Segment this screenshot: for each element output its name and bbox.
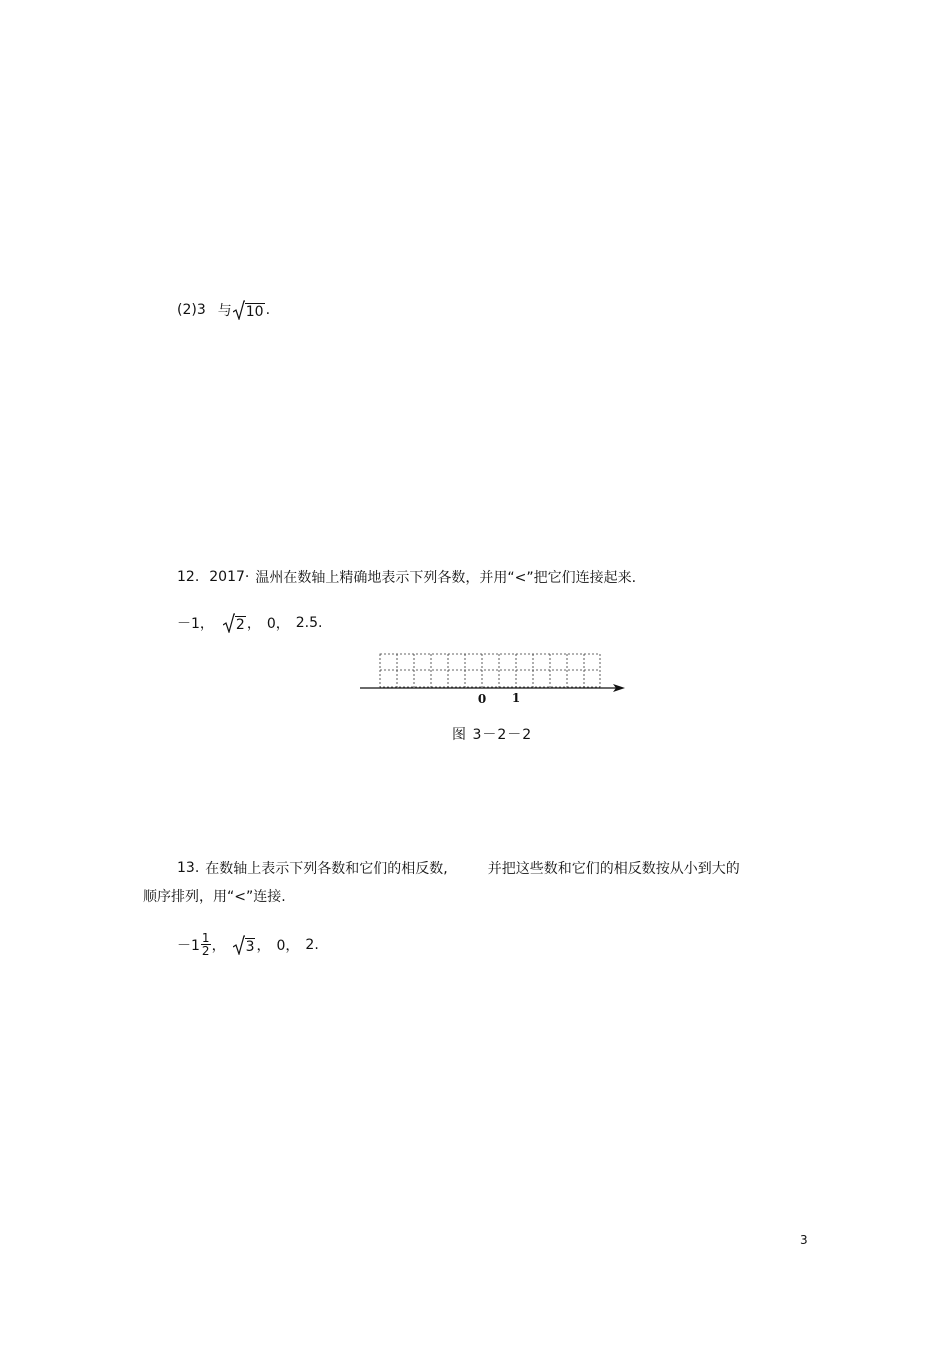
problem-text-part-2: 并把这些数和它们的相反数按从小到大的 [487, 861, 740, 877]
square-root-10 [233, 300, 265, 320]
number-zero: 0， [276, 937, 300, 954]
number-two: 2. [305, 936, 319, 953]
axis-label-zero: 0 [477, 692, 487, 706]
problem-13-numbers [177, 932, 319, 957]
radicand: 10 [245, 304, 264, 320]
number-zero: 0， [266, 616, 290, 632]
problem-number: 12. [177, 569, 200, 585]
radicand: 2 [235, 617, 245, 633]
problem-text-part-1: 在数轴上表示下列各数和它们的相反数, [205, 861, 448, 877]
problem-11-part-2 [177, 300, 270, 320]
figure-caption: 图 3－2－2 [452, 727, 533, 743]
number-neg-one: －1， [177, 616, 214, 632]
page-number: 3 [800, 1233, 808, 1247]
square-root-3 [233, 935, 256, 955]
separator: ， [256, 937, 271, 954]
problem-number: 13. [177, 860, 200, 876]
dashed-grid [380, 654, 600, 687]
mixed-number-whole: －1 [177, 937, 200, 954]
radicand: 3 [245, 938, 255, 955]
problem-text: 温州在数轴上精确地表示下列各数，并用“<”把它们连接起来. [255, 570, 637, 586]
axis-label-one: 1 [511, 691, 521, 705]
number-two-point-five: 2.5. [295, 615, 323, 631]
radical-sign-icon [223, 613, 235, 633]
problem-13-statement-line-2: 顺序排列，用“<”连接. [143, 889, 286, 905]
radical-sign-icon [233, 300, 245, 320]
radical-sign-icon [233, 935, 245, 955]
fraction-one-half [201, 932, 211, 957]
number-line-figure [355, 650, 630, 710]
square-root-2 [223, 613, 246, 633]
problem-13-statement [177, 858, 740, 878]
denominator: 2 [201, 944, 210, 958]
part-label: (2)3 [177, 302, 206, 318]
numerator: 1 [201, 931, 210, 945]
problem-12-numbers [177, 613, 322, 633]
problem-source: 2017· [209, 569, 250, 585]
separator: ， [246, 616, 261, 632]
connector-text: 与 [217, 303, 232, 319]
separator: ， [211, 937, 226, 954]
period: . [265, 302, 271, 318]
problem-12-statement [177, 567, 636, 587]
